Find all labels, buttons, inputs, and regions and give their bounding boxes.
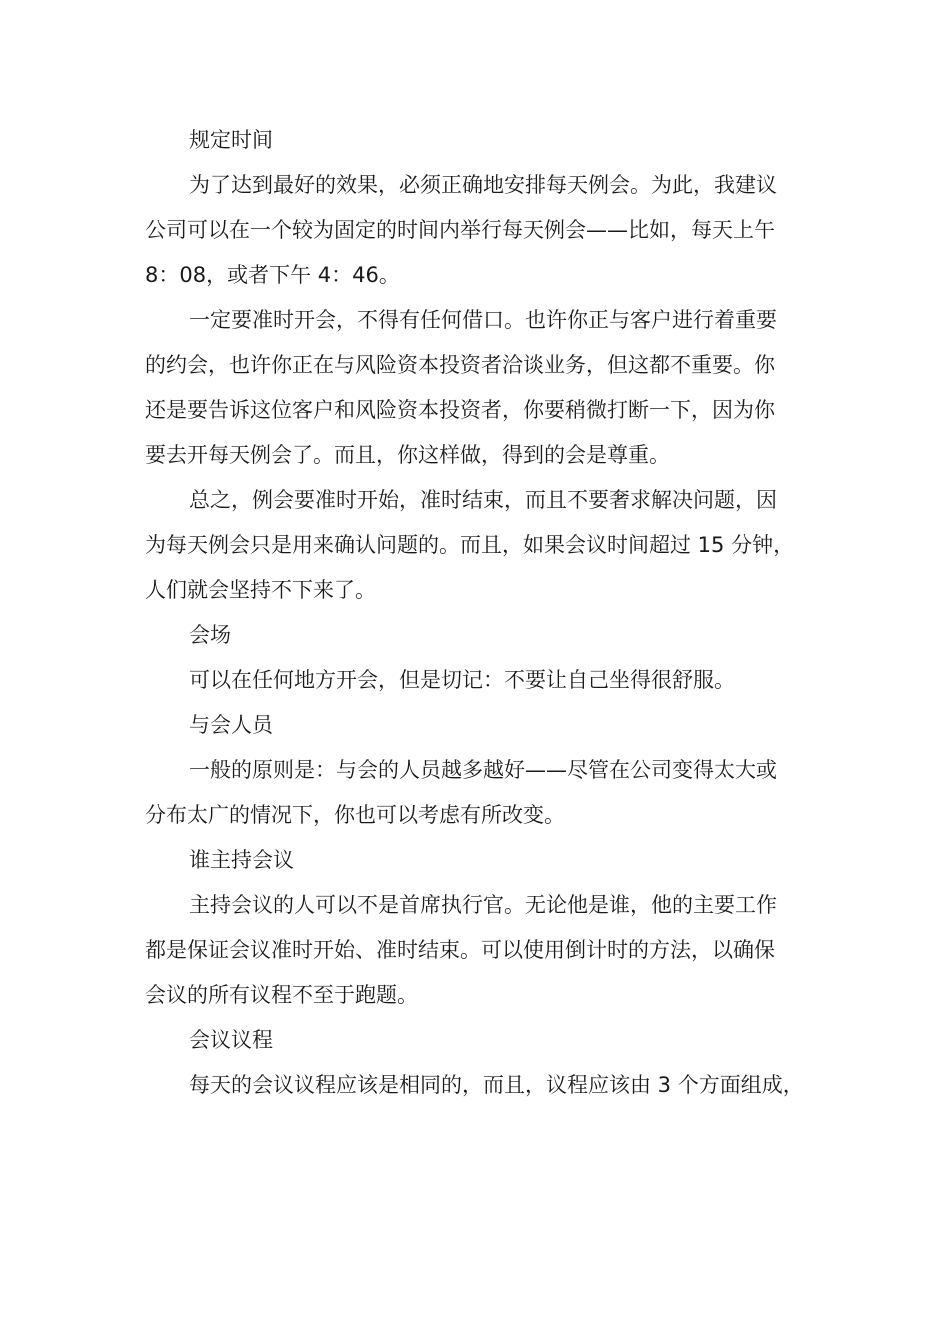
- text-line: 可以在任何地方开会，但是切记：不要让自己坐得很舒服。: [189, 668, 735, 692]
- text-line: 的约会，也许你正在与风险资本投资者洽谈业务，但这都不重要。你: [145, 353, 775, 377]
- paragraph: [145, 163, 807, 298]
- text-line: 8：08，或者下午 4：46。: [145, 263, 400, 287]
- text-line: 为了达到最好的效果，必须正确地安排每天例会。为此，我建议: [189, 173, 777, 197]
- text-line: 人们就会坚持不下来了。: [145, 578, 376, 602]
- text-line: 会议议程: [189, 1028, 273, 1052]
- text-line: 总之，例会要准时开始，准时结束，而且不要奢求解决问题，因: [189, 488, 777, 512]
- paragraph: [145, 298, 807, 478]
- text-line: 谁主持会议: [189, 848, 294, 872]
- text-line: 规定时间: [189, 128, 273, 152]
- paragraph: [145, 1063, 807, 1108]
- text-line: 会议的所有议程不至于跑题。: [145, 983, 418, 1007]
- text-line: 每天的会议议程应该是相同的，而且，议程应该由 3 个方面组成，: [189, 1073, 804, 1097]
- text-line: 一定要准时开会，不得有任何借口。也许你正与客户进行着重要: [189, 308, 777, 332]
- text-line: 会场: [189, 623, 231, 647]
- section-heading: [145, 118, 807, 163]
- text-line: 分布太广的情况下，你也可以考虑有所改变。: [145, 803, 565, 827]
- text-line: 都是保证会议准时开始、准时结束。可以使用倒计时的方法，以确保: [145, 938, 775, 962]
- paragraph: [145, 658, 807, 703]
- text-line: 为每天例会只是用来确认问题的。而且，如果会议时间超过 15 分钟，: [145, 533, 795, 557]
- paragraph: [145, 748, 807, 838]
- document-page: [145, 118, 807, 1108]
- text-line: 公司可以在一个较为固定的时间内举行每天例会——比如，每天上午: [145, 218, 775, 242]
- text-line: 还是要告诉这位客户和风险资本投资者，你要稍微打断一下，因为你: [145, 398, 775, 422]
- text-line: 与会人员: [189, 713, 273, 737]
- section-heading: [145, 1018, 807, 1063]
- paragraph: [145, 478, 807, 613]
- paragraph: [145, 883, 807, 1018]
- section-heading: [145, 613, 807, 658]
- section-heading: [145, 703, 807, 748]
- text-line: 要去开每天例会了。而且，你这样做，得到的会是尊重。: [145, 443, 670, 467]
- text-line: 主持会议的人可以不是首席执行官。无论他是谁，他的主要工作: [189, 893, 777, 917]
- text-line: 一般的原则是：与会的人员越多越好——尽管在公司变得太大或: [189, 758, 777, 782]
- section-heading: [145, 838, 807, 883]
